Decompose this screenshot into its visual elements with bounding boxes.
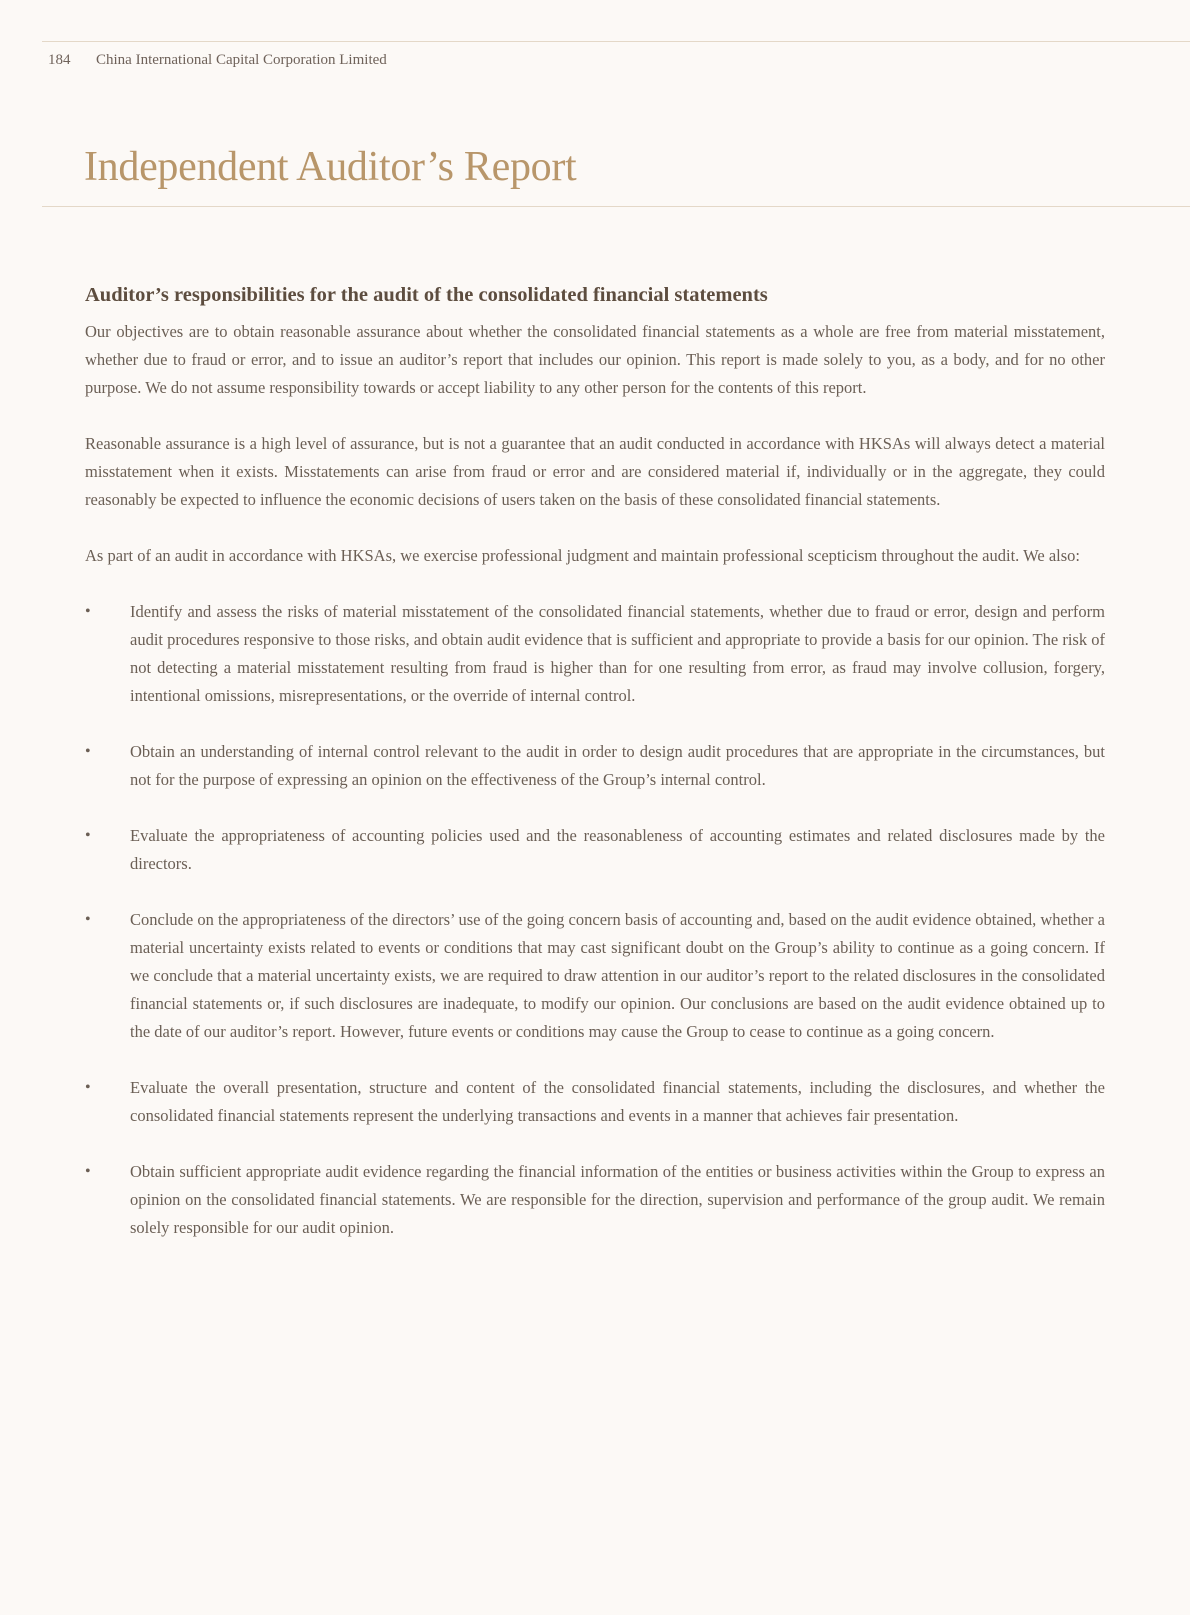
paragraph-objectives: Our objectives are to obtain reasonable assurance about whether the consolidated financial statements as a whole are free from material misstatement, whether due to fraud or error, and to issue an auditor’s report that includes our opinion. This report is made solely to you, as a body, and for no other purpose. We do not assume responsibility towards or accept liability to any other person for the contents of this report. [85, 322, 1105, 397]
list-item-text: Evaluate the appropriateness of accounting policies used and the reasonableness of accounting estimates and related disclosures made by the directors. [130, 826, 1105, 873]
company-name: China International Capital Corporation Limited [96, 52, 387, 68]
header-rule [42, 41, 1190, 42]
list-item [85, 738, 1105, 794]
bullet-icon: • [85, 1079, 91, 1096]
running-header [48, 52, 387, 69]
list-item [85, 1158, 1105, 1242]
bullet-icon: • [85, 1163, 91, 1180]
page-number: 184 [48, 52, 71, 68]
list-item-text: Conclude on the appropriateness of the directors’ use of the going concern basis of accounting and, based on the audit evidence obtained, whether a material uncertainty exists related to events or conditions that may cast significant doubt on the Group’s ability to continue as a going concern. If we conclude that a material uncertainty exists, we are required to draw attention in our auditor’s report to the related disclosures in the consolidated financial statements or, if such disclosures are inadequate, to modify our opinion. Our conclusions are based on the audit evidence obtained up to the date of our auditor’s report. However, future events or conditions may cause the Group to cease to continue as a going concern. [130, 910, 1105, 1041]
list-item-text: Obtain an understanding of internal control relevant to the audit in order to design audit procedures that are appropriate in the circumstances, but not for the purpose of expressing an opinion on the effectiveness of the Group’s internal control. [130, 742, 1105, 789]
page-title: Independent Auditor’s Report [84, 144, 577, 190]
title-rule [42, 206, 1190, 207]
list-item-text: Identify and assess the risks of material misstatement of the consolidated financial statements, whether due to fraud or error, design and perform audit procedures responsive to those risks, and obtain audit evidence that is sufficient and appropriate to provide a basis for our opinion. The risk of not detecting a material misstatement resulting from fraud is higher than for one resulting from error, as fraud may involve collusion, forgery, intentional omissions, misrepresentations, or the override of internal control. [130, 602, 1105, 705]
paragraph-audit-intro: As part of an audit in accordance with HKSAs, we exercise professional judgment and maintain professional scepticism throughout the audit. We also: [85, 546, 1080, 565]
paragraph-reasonable-assurance: Reasonable assurance is a high level of assurance, but is not a guarantee that an audit conducted in accordance with HKSAs will always detect a material misstatement when it exists. Misstatements can arise from fraud or error and are considered material if, individually or in the aggregate, they could reasonably be expected to influence the economic decisions of users taken on the basis of these consolidated financial statements. [85, 434, 1105, 509]
list-item-text: Obtain sufficient appropriate audit evidence regarding the financial information of the entities or business activities within the Group to express an opinion on the consolidated financial statements. We are responsible for the direction, supervision and performance of the group audit. We remain solely responsible for our audit opinion. [130, 1162, 1105, 1237]
bullet-icon: • [85, 911, 91, 928]
list-item [85, 1074, 1105, 1130]
responsibilities-list [85, 598, 1105, 1242]
list-item-text: Evaluate the overall presentation, structure and content of the consolidated financial statements, including the disclosures, and whether the consolidated financial statements represent the underlying transactions and events in a manner that achieves fair presentation. [130, 1078, 1105, 1125]
bullet-icon: • [85, 603, 91, 620]
list-item [85, 822, 1105, 878]
list-item [85, 906, 1105, 1046]
bullet-icon: • [85, 743, 91, 760]
report-body [85, 280, 1105, 1270]
list-item [85, 598, 1105, 710]
section-heading: Auditor’s responsibilities for the audit of the consolidated financial statements [85, 284, 768, 306]
bullet-icon: • [85, 827, 91, 844]
